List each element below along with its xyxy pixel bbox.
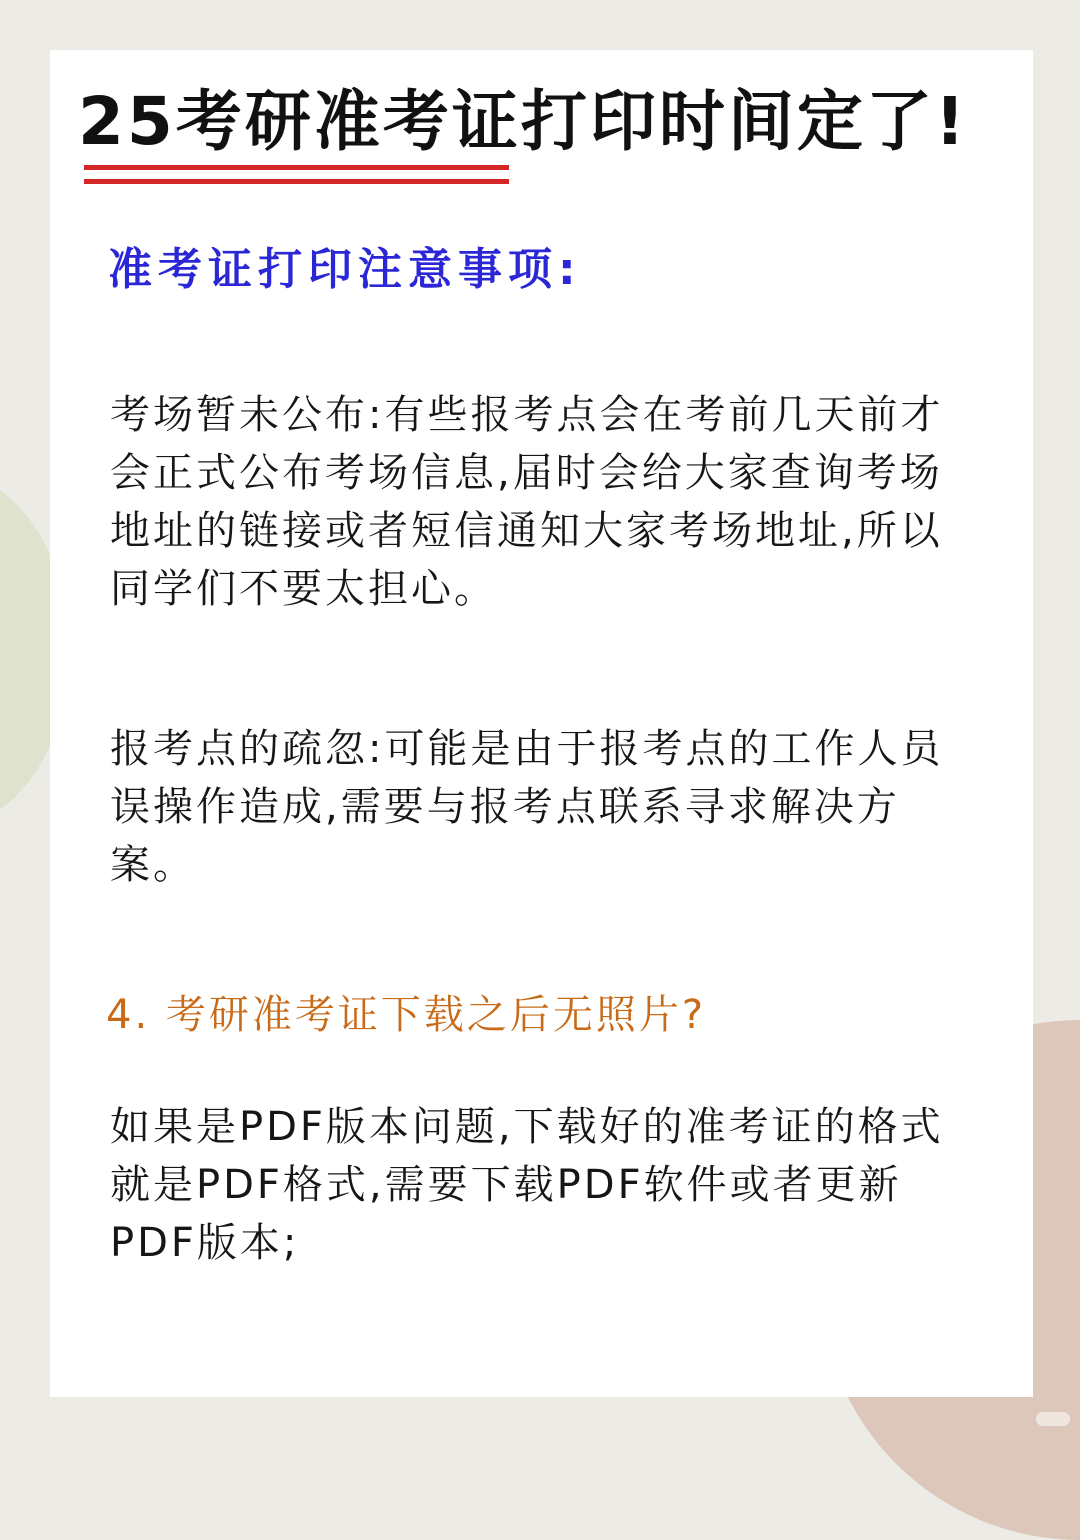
title-underline-top xyxy=(84,165,509,170)
section-heading-no-photo: 4. 考研准考证下载之后无照片? xyxy=(106,992,707,1038)
title-underline-bottom xyxy=(84,179,509,184)
notice-subtitle: 准考证打印注意事项: xyxy=(108,244,582,295)
paragraph-registration-error: 报考点的疏忽:可能是由于报考点的工作人员误操作造成,需要与报考点联系寻求解决方案。 xyxy=(110,726,944,888)
page-title: 25考研准考证打印时间定了! xyxy=(78,83,968,160)
content-card xyxy=(50,50,1033,1397)
paragraph-exam-venue: 考场暂未公布:有些报考点会在考前几天前才会正式公布考场信息,届时会给大家查询考场地址的链接或者短信通知大家考场地址,所以同学们不要太担心。 xyxy=(110,392,944,612)
watermark-icon xyxy=(1036,1412,1070,1426)
paragraph-pdf-version: 如果是PDF版本问题,下载好的准考证的格式就是PDF格式,需要下载PDF软件或者更新PDF版本; xyxy=(110,1104,944,1266)
